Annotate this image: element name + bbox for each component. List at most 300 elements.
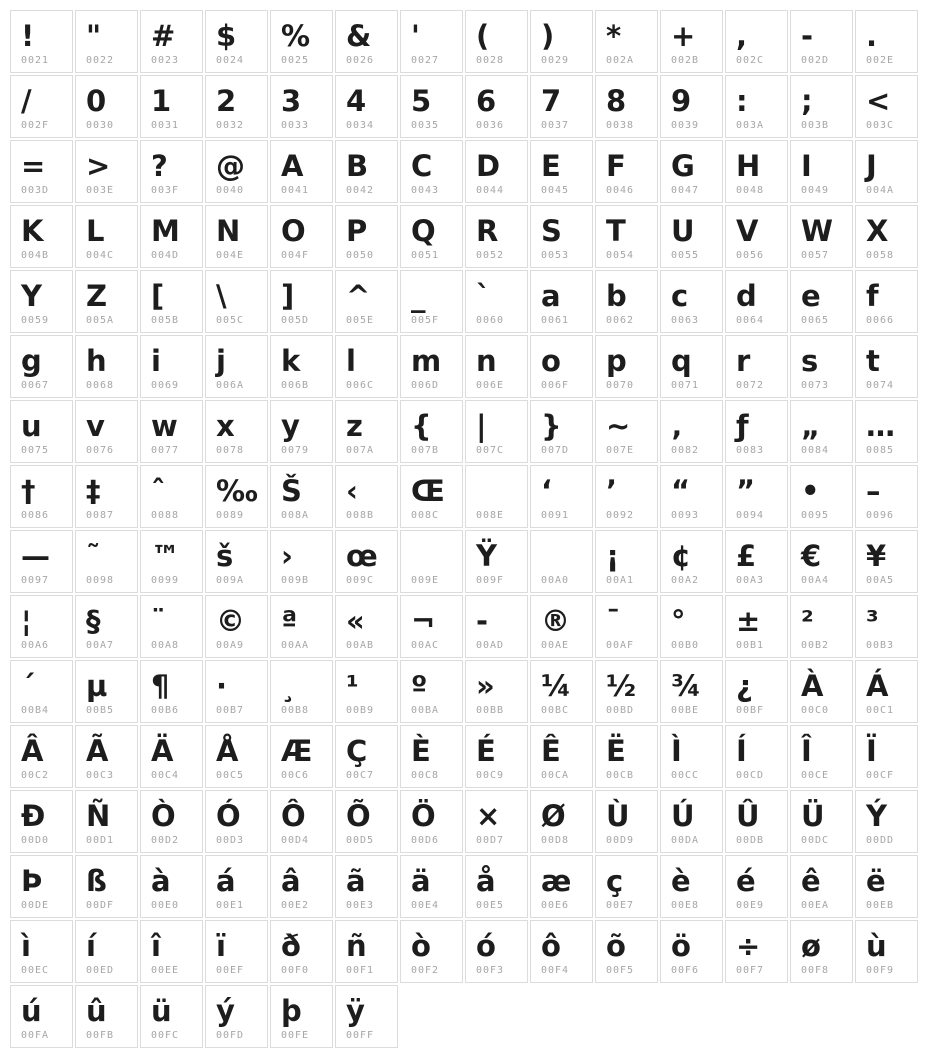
glyph: +: [671, 19, 696, 53]
glyph-cell-00BE[interactable]: [660, 660, 723, 723]
glyph-cell-0040[interactable]: [205, 140, 268, 203]
glyph-cell-003E[interactable]: [75, 140, 138, 203]
glyph-cell-0098[interactable]: [75, 530, 138, 593]
glyph-cell-00DF[interactable]: [75, 855, 138, 918]
glyph-cell-00B4[interactable]: [10, 660, 73, 723]
glyph: L: [86, 214, 105, 248]
glyph-cell-00C2[interactable]: [10, 725, 73, 788]
glyph-cell-0059[interactable]: [10, 270, 73, 333]
glyph-cell-0042[interactable]: [335, 140, 398, 203]
glyph-cell-007A[interactable]: [335, 400, 398, 463]
glyph-cell-0097[interactable]: [10, 530, 73, 593]
glyph-cell-00F6[interactable]: [660, 920, 723, 983]
glyph-cell-00F1[interactable]: [335, 920, 398, 983]
code-label: 00D8: [541, 835, 570, 846]
glyph: ”: [736, 474, 756, 508]
glyph-cell-0084[interactable]: [790, 400, 853, 463]
glyph-cell-00AD[interactable]: [465, 595, 528, 658]
glyph: «: [346, 604, 365, 638]
glyph-cell-0057[interactable]: [790, 205, 853, 268]
glyph: E: [541, 149, 561, 183]
glyph: G: [671, 149, 695, 183]
glyph-cell-0050[interactable]: [335, 205, 398, 268]
glyph-cell-006B[interactable]: [270, 335, 333, 398]
glyph-cell-00EC[interactable]: [10, 920, 73, 983]
glyph: ;: [801, 84, 813, 118]
glyph-cell-00C0[interactable]: [790, 660, 853, 723]
glyph-cell-00C8[interactable]: [400, 725, 463, 788]
glyph-cell-003F[interactable]: [140, 140, 203, 203]
glyph-cell-0096[interactable]: [855, 465, 918, 528]
glyph-cell-00A3[interactable]: [725, 530, 788, 593]
glyph-cell-008A[interactable]: [270, 465, 333, 528]
glyph-cell-00C6[interactable]: [270, 725, 333, 788]
glyph: Â: [21, 734, 44, 768]
glyph-cell-00F4[interactable]: [530, 920, 593, 983]
glyph-cell-00BC[interactable]: [530, 660, 593, 723]
glyph-cell-0023[interactable]: [140, 10, 203, 73]
glyph-cell-00EF[interactable]: [205, 920, 268, 983]
glyph-cell-009F[interactable]: [465, 530, 528, 593]
glyph-cell-009B[interactable]: [270, 530, 333, 593]
code-label: 00D4: [281, 835, 310, 846]
glyph-cell-00F5[interactable]: [595, 920, 658, 983]
glyph-cell-00E4[interactable]: [400, 855, 463, 918]
glyph: €: [801, 539, 822, 573]
glyph: ü: [151, 994, 172, 1028]
glyph-cell-00E7[interactable]: [595, 855, 658, 918]
glyph-cell-0053[interactable]: [530, 205, 593, 268]
glyph-cell-00D2[interactable]: [140, 790, 203, 853]
glyph-cell-00AF[interactable]: [595, 595, 658, 658]
glyph-cell-00F2[interactable]: [400, 920, 463, 983]
glyph-cell-0043[interactable]: [400, 140, 463, 203]
glyph-cell-0052[interactable]: [465, 205, 528, 268]
glyph: ö: [671, 929, 691, 963]
glyph-cell-00B5[interactable]: [75, 660, 138, 723]
code-label: 00A0: [541, 575, 570, 586]
glyph: ª: [281, 604, 298, 638]
code-label: 006D: [411, 380, 440, 391]
glyph-cell-0086[interactable]: [10, 465, 73, 528]
glyph-cell-0072[interactable]: [725, 335, 788, 398]
glyph-cell-0092[interactable]: [595, 465, 658, 528]
glyph-cell-00D8[interactable]: [530, 790, 593, 853]
code-label: 004F: [281, 250, 310, 261]
glyph-cell-00CA[interactable]: [530, 725, 593, 788]
glyph-cell-005D[interactable]: [270, 270, 333, 333]
glyph-cell-0022[interactable]: [75, 10, 138, 73]
glyph-cell-00DB[interactable]: [725, 790, 788, 853]
glyph-cell-009E[interactable]: [400, 530, 463, 593]
glyph: 1: [151, 84, 172, 118]
glyph-cell-0074[interactable]: [855, 335, 918, 398]
glyph-cell-00E8[interactable]: [660, 855, 723, 918]
glyph: g: [21, 344, 42, 378]
glyph-cell-00DA[interactable]: [660, 790, 723, 853]
code-label: 00D6: [411, 835, 440, 846]
code-label: 009E: [411, 575, 440, 586]
code-label: 0021: [21, 55, 50, 66]
glyph: D: [476, 149, 501, 183]
glyph-cell-005E[interactable]: [335, 270, 398, 333]
glyph-cell-00D6[interactable]: [400, 790, 463, 853]
glyph-cell-00B2[interactable]: [790, 595, 853, 658]
glyph-cell-0034[interactable]: [335, 75, 398, 138]
glyph-cell-0032[interactable]: [205, 75, 268, 138]
glyph: û: [86, 994, 107, 1028]
glyph-cell-007B[interactable]: [400, 400, 463, 463]
code-label: 008E: [476, 510, 505, 521]
glyph-cell-00A9[interactable]: [205, 595, 268, 658]
glyph-cell-005F[interactable]: [400, 270, 463, 333]
glyph-cell-00B8[interactable]: [270, 660, 333, 723]
code-label: 0047: [671, 185, 700, 196]
glyph-cell-0073[interactable]: [790, 335, 853, 398]
glyph-cell-0062[interactable]: [595, 270, 658, 333]
glyph-cell-0035[interactable]: [400, 75, 463, 138]
glyph-cell-00CB[interactable]: [595, 725, 658, 788]
glyph: l: [346, 344, 356, 378]
glyph-cell-00EE[interactable]: [140, 920, 203, 983]
glyph-cell-0076[interactable]: [75, 400, 138, 463]
code-label: 005F: [411, 315, 440, 326]
glyph-cell-0089[interactable]: [205, 465, 268, 528]
glyph-cell-0030[interactable]: [75, 75, 138, 138]
glyph-cell-00C9[interactable]: [465, 725, 528, 788]
glyph-cell-008E[interactable]: [465, 465, 528, 528]
glyph-cell-0093[interactable]: [660, 465, 723, 528]
code-label: 002E: [866, 55, 895, 66]
glyph-cell-007D[interactable]: [530, 400, 593, 463]
code-label: 00CC: [671, 770, 700, 781]
glyph: /: [21, 84, 32, 118]
glyph: à: [151, 864, 171, 898]
glyph-cell-00FA[interactable]: [10, 985, 73, 1048]
glyph-cell-00E1[interactable]: [205, 855, 268, 918]
glyph-cell-0037[interactable]: [530, 75, 593, 138]
glyph-cell-00DE[interactable]: [10, 855, 73, 918]
glyph-cell-00C3[interactable]: [75, 725, 138, 788]
glyph-cell-0024[interactable]: [205, 10, 268, 73]
glyph-cell-005C[interactable]: [205, 270, 268, 333]
glyph-cell-00A7[interactable]: [75, 595, 138, 658]
glyph-cell-0070[interactable]: [595, 335, 658, 398]
glyph-cell-0029[interactable]: [530, 10, 593, 73]
glyph-cell-00E9[interactable]: [725, 855, 788, 918]
glyph-cell-006E[interactable]: [465, 335, 528, 398]
glyph-cell-00DC[interactable]: [790, 790, 853, 853]
glyph-cell-0067[interactable]: [10, 335, 73, 398]
glyph: §: [86, 604, 101, 638]
glyph-cell-00A2[interactable]: [660, 530, 723, 593]
glyph-cell-0049[interactable]: [790, 140, 853, 203]
glyph-cell-00A6[interactable]: [10, 595, 73, 658]
glyph-cell-00D0[interactable]: [10, 790, 73, 853]
glyph-cell-00A8[interactable]: [140, 595, 203, 658]
glyph-cell-00E2[interactable]: [270, 855, 333, 918]
code-label: 00EC: [21, 965, 50, 976]
glyph-cell-006D[interactable]: [400, 335, 463, 398]
glyph: î: [151, 929, 161, 963]
glyph-cell-00FF[interactable]: [335, 985, 398, 1048]
glyph-cell-0044[interactable]: [465, 140, 528, 203]
glyph: i: [151, 344, 161, 378]
glyph-cell-0055[interactable]: [660, 205, 723, 268]
glyph-cell-00BB[interactable]: [465, 660, 528, 723]
glyph-cell-007C[interactable]: [465, 400, 528, 463]
glyph-cell-00FC[interactable]: [140, 985, 203, 1048]
glyph-cell-00CE[interactable]: [790, 725, 853, 788]
code-label: 00D0: [21, 835, 50, 846]
glyph-cell-0045[interactable]: [530, 140, 593, 203]
code-label: 00FA: [21, 1030, 50, 1041]
code-label: 0066: [866, 315, 895, 326]
glyph-cell-0069[interactable]: [140, 335, 203, 398]
glyph-cell-0027[interactable]: [400, 10, 463, 73]
glyph-cell-002F[interactable]: [10, 75, 73, 138]
glyph-cell-00E5[interactable]: [465, 855, 528, 918]
glyph: ‡: [86, 474, 101, 508]
glyph-cell-0047[interactable]: [660, 140, 723, 203]
glyph: @: [216, 149, 245, 183]
glyph: Ï: [866, 734, 877, 768]
glyph-cell-0021[interactable]: [10, 10, 73, 73]
glyph-cell-00F9[interactable]: [855, 920, 918, 983]
glyph-cell-00C7[interactable]: [335, 725, 398, 788]
glyph: ç: [606, 864, 624, 898]
glyph-cell-0054[interactable]: [595, 205, 658, 268]
code-label: 0071: [671, 380, 700, 391]
glyph-cell-006A[interactable]: [205, 335, 268, 398]
glyph-cell-004A[interactable]: [855, 140, 918, 203]
code-label: 00D2: [151, 835, 180, 846]
glyph-cell-004E[interactable]: [205, 205, 268, 268]
glyph-cell-00AE[interactable]: [530, 595, 593, 658]
glyph-cell-00F8[interactable]: [790, 920, 853, 983]
code-label: 0026: [346, 55, 375, 66]
glyph-cell-00C5[interactable]: [205, 725, 268, 788]
glyph: z: [346, 409, 363, 443]
glyph: ': [411, 19, 420, 53]
glyph-cell-003D[interactable]: [10, 140, 73, 203]
glyph-cell-00EB[interactable]: [855, 855, 918, 918]
glyph-cell-008B[interactable]: [335, 465, 398, 528]
glyph-cell-0064[interactable]: [725, 270, 788, 333]
glyph-cell-002E[interactable]: [855, 10, 918, 73]
glyph-cell-00A0[interactable]: [530, 530, 593, 593]
glyph-cell-00FE[interactable]: [270, 985, 333, 1048]
glyph-cell-00AB[interactable]: [335, 595, 398, 658]
glyph-cell-00B1[interactable]: [725, 595, 788, 658]
glyph-cell-0077[interactable]: [140, 400, 203, 463]
glyph-cell-002A[interactable]: [595, 10, 658, 73]
glyph-cell-0065[interactable]: [790, 270, 853, 333]
glyph-cell-006C[interactable]: [335, 335, 398, 398]
glyph-cell-00B6[interactable]: [140, 660, 203, 723]
glyph-cell-004F[interactable]: [270, 205, 333, 268]
glyph: .: [866, 19, 878, 53]
glyph-cell-0066[interactable]: [855, 270, 918, 333]
glyph-cell-0046[interactable]: [595, 140, 658, 203]
glyph-cell-00FD[interactable]: [205, 985, 268, 1048]
glyph-cell-0082[interactable]: [660, 400, 723, 463]
glyph-cell-0075[interactable]: [10, 400, 73, 463]
glyph-cell-00CD[interactable]: [725, 725, 788, 788]
code-label: 0039: [671, 120, 700, 131]
glyph-cell-00FB[interactable]: [75, 985, 138, 1048]
code-label: 0056: [736, 250, 765, 261]
glyph-cell-00CF[interactable]: [855, 725, 918, 788]
glyph-cell-002D[interactable]: [790, 10, 853, 73]
glyph: *: [606, 19, 622, 53]
glyph-cell-002B[interactable]: [660, 10, 723, 73]
glyph-cell-009C[interactable]: [335, 530, 398, 593]
glyph-cell-0060[interactable]: [465, 270, 528, 333]
glyph-cell-0063[interactable]: [660, 270, 723, 333]
glyph-cell-003B[interactable]: [790, 75, 853, 138]
glyph-cell-00E6[interactable]: [530, 855, 593, 918]
glyph-cell-00F7[interactable]: [725, 920, 788, 983]
glyph: Ì: [671, 734, 682, 768]
code-label: 006F: [541, 380, 570, 391]
glyph-cell-00D1[interactable]: [75, 790, 138, 853]
glyph-cell-0056[interactable]: [725, 205, 788, 268]
code-label: 00C2: [21, 770, 50, 781]
code-label: 00DB: [736, 835, 765, 846]
glyph-cell-0091[interactable]: [530, 465, 593, 528]
glyph-cell-005A[interactable]: [75, 270, 138, 333]
code-label: 0072: [736, 380, 765, 391]
glyph: ,: [736, 19, 748, 53]
glyph-cell-004D[interactable]: [140, 205, 203, 268]
glyph-cell-0087[interactable]: [75, 465, 138, 528]
glyph-cell-0036[interactable]: [465, 75, 528, 138]
glyph-cell-0099[interactable]: [140, 530, 203, 593]
code-label: 009A: [216, 575, 245, 586]
glyph-cell-0026[interactable]: [335, 10, 398, 73]
glyph-cell-00B9[interactable]: [335, 660, 398, 723]
glyph-cell-00AA[interactable]: [270, 595, 333, 658]
glyph-cell-0048[interactable]: [725, 140, 788, 203]
glyph: !: [21, 19, 35, 53]
glyph-cell-00BF[interactable]: [725, 660, 788, 723]
glyph-cell-0038[interactable]: [595, 75, 658, 138]
glyph-cell-0051[interactable]: [400, 205, 463, 268]
code-label: 00E4: [411, 900, 440, 911]
code-label: 00B2: [801, 640, 830, 651]
glyph-cell-0079[interactable]: [270, 400, 333, 463]
glyph-cell-0085[interactable]: [855, 400, 918, 463]
code-label: 00D9: [606, 835, 635, 846]
glyph-cell-0095[interactable]: [790, 465, 853, 528]
glyph-cell-0058[interactable]: [855, 205, 918, 268]
glyph-cell-00CC[interactable]: [660, 725, 723, 788]
glyph-cell-00D4[interactable]: [270, 790, 333, 853]
glyph-cell-0041[interactable]: [270, 140, 333, 203]
glyph-cell-00B0[interactable]: [660, 595, 723, 658]
glyph-cell-00C1[interactable]: [855, 660, 918, 723]
glyph: 8: [606, 84, 627, 118]
glyph-cell-0088[interactable]: [140, 465, 203, 528]
code-label: 00C9: [476, 770, 505, 781]
glyph-cell-008C[interactable]: [400, 465, 463, 528]
glyph-cell-00D5[interactable]: [335, 790, 398, 853]
glyph-cell-00D3[interactable]: [205, 790, 268, 853]
glyph: ô: [541, 929, 561, 963]
glyph: –: [866, 474, 881, 508]
glyph-cell-0068[interactable]: [75, 335, 138, 398]
glyph-cell-0028[interactable]: [465, 10, 528, 73]
glyph-cell-009A[interactable]: [205, 530, 268, 593]
glyph-cell-007E[interactable]: [595, 400, 658, 463]
glyph-cell-00D7[interactable]: [465, 790, 528, 853]
code-label: 0054: [606, 250, 635, 261]
glyph: º: [411, 669, 428, 703]
glyph-cell-0039[interactable]: [660, 75, 723, 138]
code-label: 00A9: [216, 640, 245, 651]
glyph-cell-00A4[interactable]: [790, 530, 853, 593]
glyph-cell-0031[interactable]: [140, 75, 203, 138]
glyph-cell-0033[interactable]: [270, 75, 333, 138]
glyph: Ô: [281, 799, 306, 833]
glyph-cell-00E0[interactable]: [140, 855, 203, 918]
glyph-cell-0078[interactable]: [205, 400, 268, 463]
glyph-cell-0094[interactable]: [725, 465, 788, 528]
glyph: ©: [216, 604, 245, 638]
glyph-cell-002C[interactable]: [725, 10, 788, 73]
glyph-cell-003A[interactable]: [725, 75, 788, 138]
code-label: 007A: [346, 445, 375, 456]
glyph-cell-00B3[interactable]: [855, 595, 918, 658]
glyph-cell-0083[interactable]: [725, 400, 788, 463]
code-label: 00F3: [476, 965, 505, 976]
glyph-cell-00ED[interactable]: [75, 920, 138, 983]
glyph-cell-00B7[interactable]: [205, 660, 268, 723]
glyph-cell-00A5[interactable]: [855, 530, 918, 593]
glyph: V: [736, 214, 759, 248]
glyph-cell-00DD[interactable]: [855, 790, 918, 853]
glyph-cell-00C4[interactable]: [140, 725, 203, 788]
glyph-cell-003C[interactable]: [855, 75, 918, 138]
glyph-cell-0071[interactable]: [660, 335, 723, 398]
glyph: y: [281, 409, 300, 443]
glyph-cell-0061[interactable]: [530, 270, 593, 333]
glyph-cell-00BA[interactable]: [400, 660, 463, 723]
glyph: £: [736, 539, 757, 573]
glyph: ´: [21, 669, 36, 703]
glyph-cell-00A1[interactable]: [595, 530, 658, 593]
glyph-cell-00F3[interactable]: [465, 920, 528, 983]
code-label: 0032: [216, 120, 245, 131]
glyph-cell-004C[interactable]: [75, 205, 138, 268]
glyph-cell-005B[interactable]: [140, 270, 203, 333]
glyph-cell-00AC[interactable]: [400, 595, 463, 658]
code-label: 0087: [86, 510, 115, 521]
glyph-cell-004B[interactable]: [10, 205, 73, 268]
glyph: (: [476, 19, 490, 53]
glyph-cell-00D9[interactable]: [595, 790, 658, 853]
glyph: {: [411, 409, 432, 443]
glyph-cell-006F[interactable]: [530, 335, 593, 398]
glyph: ¹: [346, 669, 359, 703]
glyph: ]: [281, 279, 295, 313]
glyph-cell-00E3[interactable]: [335, 855, 398, 918]
glyph-cell-00EA[interactable]: [790, 855, 853, 918]
glyph-cell-0025[interactable]: [270, 10, 333, 73]
glyph-cell-00BD[interactable]: [595, 660, 658, 723]
glyph-cell-00F0[interactable]: [270, 920, 333, 983]
